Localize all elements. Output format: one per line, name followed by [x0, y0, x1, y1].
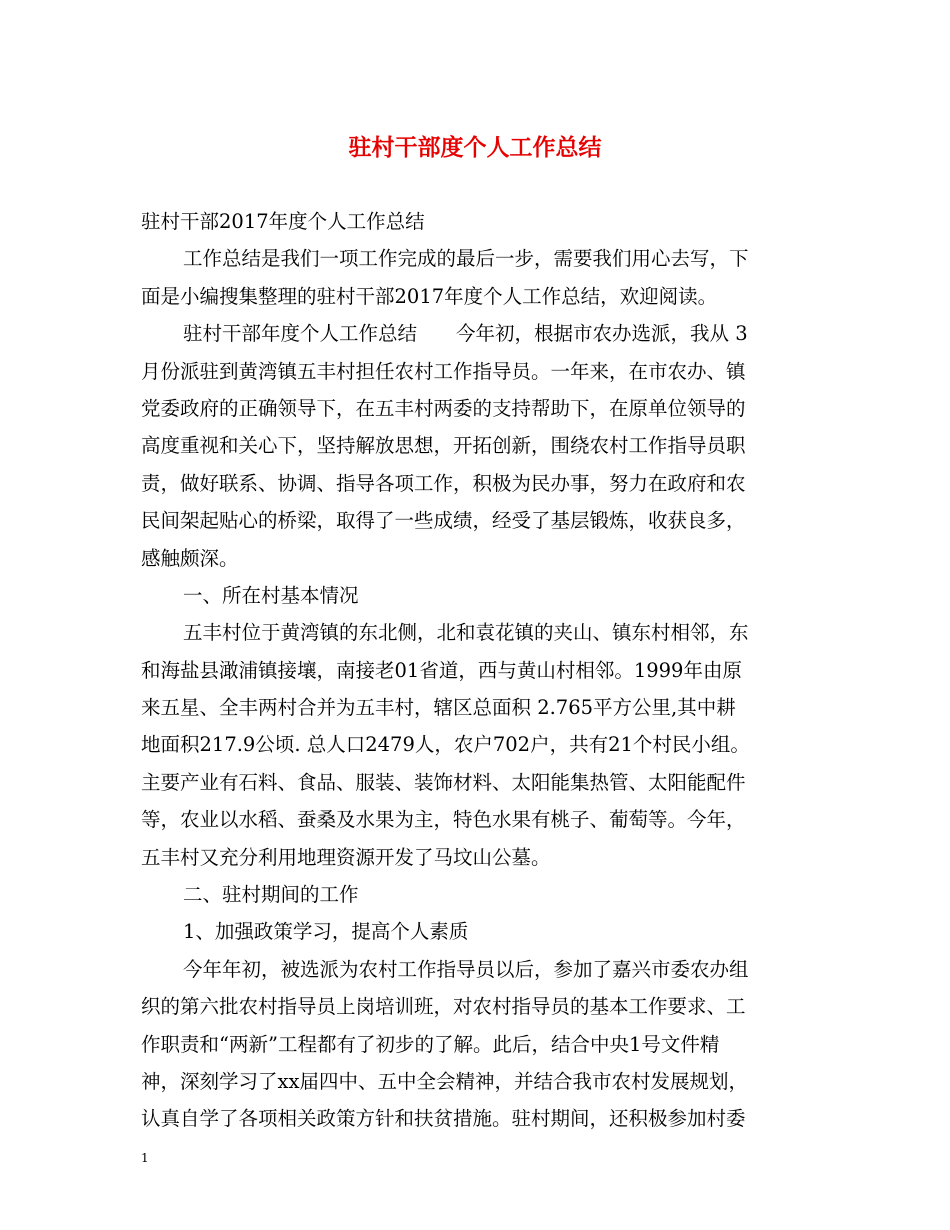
body-line: 主要产业有石料、食品、服装、装饰材料、太阳能集热管、太阳能配件: [141, 770, 746, 794]
page-title: 驻村干部度个人工作总结: [348, 134, 602, 161]
body-line: 神，深刻学习了xx届四中、五中全会精神，并结合我市农村发展规划，: [141, 1069, 748, 1093]
body-line: 地面积217.9公顷. 总人口2479人，农户702户，共有21个村民小组。: [141, 733, 750, 757]
body-line: 工作总结是我们一项工作完成的最后一步，需要我们用心去写，下: [183, 247, 749, 271]
body-line: 驻村干部年度个人工作总结 今年初，根据市农办选派，我从 3: [183, 322, 748, 346]
body-line: 民间架起贴心的桥梁，取得了一些成绩，经受了基层锻炼，收获良多，: [141, 509, 746, 533]
document-body: [141, 203, 821, 1138]
section-heading: 一、所在村基本情况: [183, 583, 359, 607]
body-line: 党委政府的正确领导下，在五丰村两委的支持帮助下，在原单位领导的: [141, 396, 746, 420]
body-line: 织的第六批农村指导员上岗培训班，对农村指导员的基本工作要求、工: [141, 995, 746, 1019]
body-line: 五丰村位于黄湾镇的东北侧，北和袁花镇的夹山、镇东村相邻，东: [183, 621, 749, 645]
body-line: 认真自学了各项相关政策方针和扶贫措施。驻村期间，还积极参加村委: [141, 1107, 746, 1131]
body-line: 来五星、全丰两村合并为五丰村，辖区总面积 2.765平方公里,其中耕: [141, 696, 736, 720]
body-line: 面是小编搜集整理的驻村干部2017年度个人工作总结，欢迎阅读。: [141, 284, 718, 308]
body-line: 月份派驻到黄湾镇五丰村担任农村工作指导员。一年来，在市农办、镇: [141, 359, 746, 383]
body-line: 感触颇深。: [141, 546, 239, 570]
body-line: 高度重视和关心下，坚持解放思想，开拓创新，围绕农村工作指导员职: [141, 434, 746, 458]
body-line: 驻村干部2017年度个人工作总结: [141, 210, 425, 233]
body-line: 作职责和“两新”工程都有了初步的了解。此后，结合中央1号文件精: [141, 1032, 720, 1056]
section-heading: 二、驻村期间的工作: [183, 883, 359, 907]
body-line: 五丰村又充分利用地理资源开发了马坟山公墓。: [141, 845, 551, 869]
body-line: 和海盐县澉浦镇接壤，南接老01省道，西与黄山村相邻。1999年由原: [141, 658, 742, 682]
body-line: 等，农业以水稻、蚕桑及水果为主，特色水果有桃子、葡萄等。今年，: [141, 808, 746, 832]
body-line: 责，做好联系、协调、指导各项工作，积极为民办事，努力在政府和农: [141, 471, 746, 495]
subsection-heading: 1、加强政策学习，提高个人素质: [183, 920, 469, 944]
body-line: 今年年初，被选派为农村工作指导员以后，参加了嘉兴市委农办组: [183, 957, 749, 981]
page-number: 1: [141, 1151, 149, 1165]
